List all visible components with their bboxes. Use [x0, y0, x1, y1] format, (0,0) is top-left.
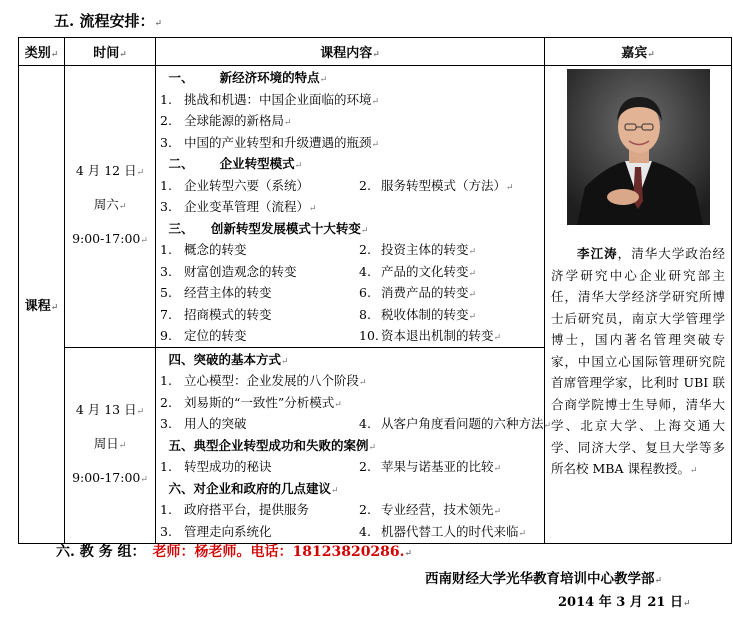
day1-content-cell — [156, 66, 545, 348]
heading-text: 六、对企业和政府的几点建议 — [168, 480, 332, 496]
content-heading: 六、对企业和政府的几点建议↵ — [168, 480, 339, 496]
guest-cell — [545, 66, 732, 544]
header-content: 课程内容↵ — [156, 38, 545, 66]
item-number: 3. — [160, 523, 172, 539]
item-text: 经营主体的转变 — [184, 285, 272, 300]
item-text: 机器代替工人的时代来临 — [381, 523, 519, 539]
item-text: 挑战和机遇：中国企业面临的环境 — [184, 91, 372, 107]
guest-name: 李江涛 — [576, 246, 618, 261]
content-heading: 三、 创新转型发展模式十大转变↵ — [168, 220, 369, 236]
item-number: 1. — [160, 91, 172, 107]
content-item: 1. 概念的转变 2. 投资主体的转变↵ — [156, 239, 544, 261]
item-number: 1. — [160, 373, 172, 388]
item-number: 3. — [160, 199, 172, 214]
item-number: 3. — [160, 263, 172, 279]
item-text: 苹果与诺基亚的比较 — [381, 459, 494, 474]
content-item: 1. 立心模型：企业发展的八个阶段↵ — [156, 370, 544, 392]
content-item: 5. 经营主体的转变 6. 消费产品的转变↵ — [156, 282, 544, 304]
content-item: 1. 政府搭平台，提供服务 2. 专业经营，技术领先↵ — [156, 499, 544, 521]
item-text: 资本退出机制的转变 — [381, 328, 494, 343]
item-text: 专业经营，技术领先 — [381, 502, 494, 517]
guest-bio: 李江涛，清华大学政治经济学研究中心企业研究部主任，清华大学经济学研究所博士后研究员，南京大学管理学博士，国内著名管理突破专家，中国立心国际管理研究院首席管理学家，比利时 UBI 联合商学院博士生导师，清华大学、北京大学、上海交通大学、同济大学、复旦大学等多所名校 MBA 课程教授。↵ — [551, 246, 725, 476]
content-item: 1. 企业转型六要（系统） 2. 服务转型模式（方法）↵ — [156, 175, 544, 197]
item-number: 8. — [359, 306, 371, 322]
content-item: 2. 刘易斯的“一致性”分析模式↵ — [156, 392, 544, 414]
item-number: 6. — [359, 285, 371, 300]
header-category: 类别↵ — [19, 38, 65, 66]
day2-content — [156, 348, 552, 543]
organization: 西南财经大学光华教育培训中心教学部↵ — [425, 571, 663, 587]
item-text: 招商模式的转变 — [184, 306, 272, 322]
content-heading: 二、 企业转型模式↵ — [168, 156, 303, 171]
heading-text: 三、 创新转型发展模式十大转变 — [168, 220, 361, 236]
item-number: 1. — [160, 502, 172, 517]
item-number: 2. — [359, 177, 371, 193]
item-text: 政府搭平台，提供服务 — [184, 502, 310, 517]
item-number: 10. — [359, 328, 379, 343]
item-text: 税收体制的转变 — [381, 306, 469, 322]
item-text: 服务转型模式（方法） — [381, 177, 507, 193]
content-item: 3. 用人的突破 4. 从客户角度看问题的六种方法↵ — [156, 413, 544, 435]
item-number: 3. — [160, 416, 172, 431]
item-text: 消费产品的转变 — [381, 285, 469, 300]
item-text: 从客户角度看问题的六种方法 — [381, 416, 544, 431]
item-text: 全球能源的新格局 — [184, 113, 285, 128]
item-number: 2. — [160, 394, 172, 410]
day1-time-cell: 4 月 12 日↵ 周六↵ 9:00-17:00↵ — [65, 66, 156, 348]
content-heading: 四、突破的基本方式↵ — [168, 351, 289, 367]
day2-content-cell — [156, 347, 552, 543]
item-number: 2. — [359, 242, 371, 257]
item-number: 9. — [160, 328, 172, 343]
content-item: 3. 财富创造观念的转变 4. 产品的文化转变↵ — [156, 261, 544, 283]
item-text: 产品的文化转变 — [381, 263, 469, 279]
item-text: 刘易斯的“一致性”分析模式 — [184, 394, 335, 410]
document-date: 2014 年 3 月 21 日↵ — [558, 595, 691, 610]
content-item: 7. 招商模式的转变 8. 税收体制的转变↵ — [156, 304, 544, 326]
item-number: 4. — [359, 416, 371, 431]
content-item: 3. 企业变革管理（流程）↵ — [156, 196, 544, 218]
item-text: 概念的转变 — [184, 242, 247, 257]
item-number: 1. — [160, 177, 172, 193]
category-cell: 课程↵ — [19, 66, 65, 544]
item-text: 企业变革管理（流程） — [184, 199, 310, 214]
header-guest: 嘉宾↵ — [545, 38, 732, 66]
content-item: 1. 转型成功的秘诀 2. 苹果与诺基亚的比较↵ — [156, 456, 544, 478]
content-item: 1. 挑战和机遇：中国企业面临的环境↵ — [156, 89, 544, 111]
heading-text: 五、典型企业转型成功和失败的案例 — [168, 437, 369, 453]
item-text: 财富创造观念的转变 — [184, 263, 297, 279]
day2-time-cell: 4 月 13 日↵ 周日↵ 9:00-17:00↵ — [65, 347, 156, 543]
section-title: 五. 流程安排：↵ — [54, 12, 162, 30]
item-text: 定位的转变 — [184, 328, 247, 343]
schedule-table — [18, 37, 732, 544]
item-text: 用人的突破 — [184, 416, 247, 431]
content-item: 2. 全球能源的新格局↵ — [156, 110, 544, 132]
heading-text: 二、 企业转型模式 — [168, 156, 295, 171]
guest-photo — [567, 69, 710, 225]
item-number: 1. — [160, 459, 172, 474]
heading-text: 一、 新经济环境的特点 — [168, 70, 320, 85]
item-text: 立心模型：企业发展的八个阶段 — [184, 373, 360, 388]
heading-text: 四、突破的基本方式 — [168, 351, 282, 367]
item-text: 企业转型六要（系统） — [184, 177, 310, 193]
item-text: 投资主体的转变 — [381, 242, 469, 257]
content-heading: 五、典型企业转型成功和失败的案例↵ — [168, 437, 377, 453]
item-number: 4. — [359, 263, 371, 279]
item-number: 2. — [359, 459, 371, 474]
teacher-contact: 老师：杨老师。电话：18123820286. — [152, 544, 405, 560]
content-heading: 一、 新经济环境的特点↵ — [168, 70, 328, 85]
item-number: 5. — [160, 285, 172, 300]
item-number: 1. — [160, 242, 172, 257]
item-number: 7. — [160, 306, 172, 322]
item-number: 3. — [160, 134, 172, 150]
content-item: 9. 定位的转变 10. 资本退出机制的转变↵ — [156, 325, 544, 347]
day1-content — [156, 66, 544, 347]
teaching-team: 六. 教 务 组： 老师：杨老师。电话：18123820286.↵ — [56, 544, 413, 560]
item-text: 转型成功的秘诀 — [184, 459, 272, 474]
item-text: 中国的产业转型和升级遭遇的瓶颈 — [184, 134, 372, 150]
day1-row — [19, 66, 732, 348]
item-number: 2. — [160, 113, 172, 128]
header-row — [19, 38, 732, 66]
item-text: 管理走向系统化 — [184, 523, 272, 539]
item-number: 4. — [359, 523, 371, 539]
item-number: 2. — [359, 502, 371, 517]
content-item: 3. 中国的产业转型和升级遭遇的瓶颈↵ — [156, 132, 544, 154]
content-item: 3. 管理走向系统化 4. 机器代替工人的时代来临↵ — [156, 521, 544, 543]
header-time: 时间↵ — [65, 38, 156, 66]
